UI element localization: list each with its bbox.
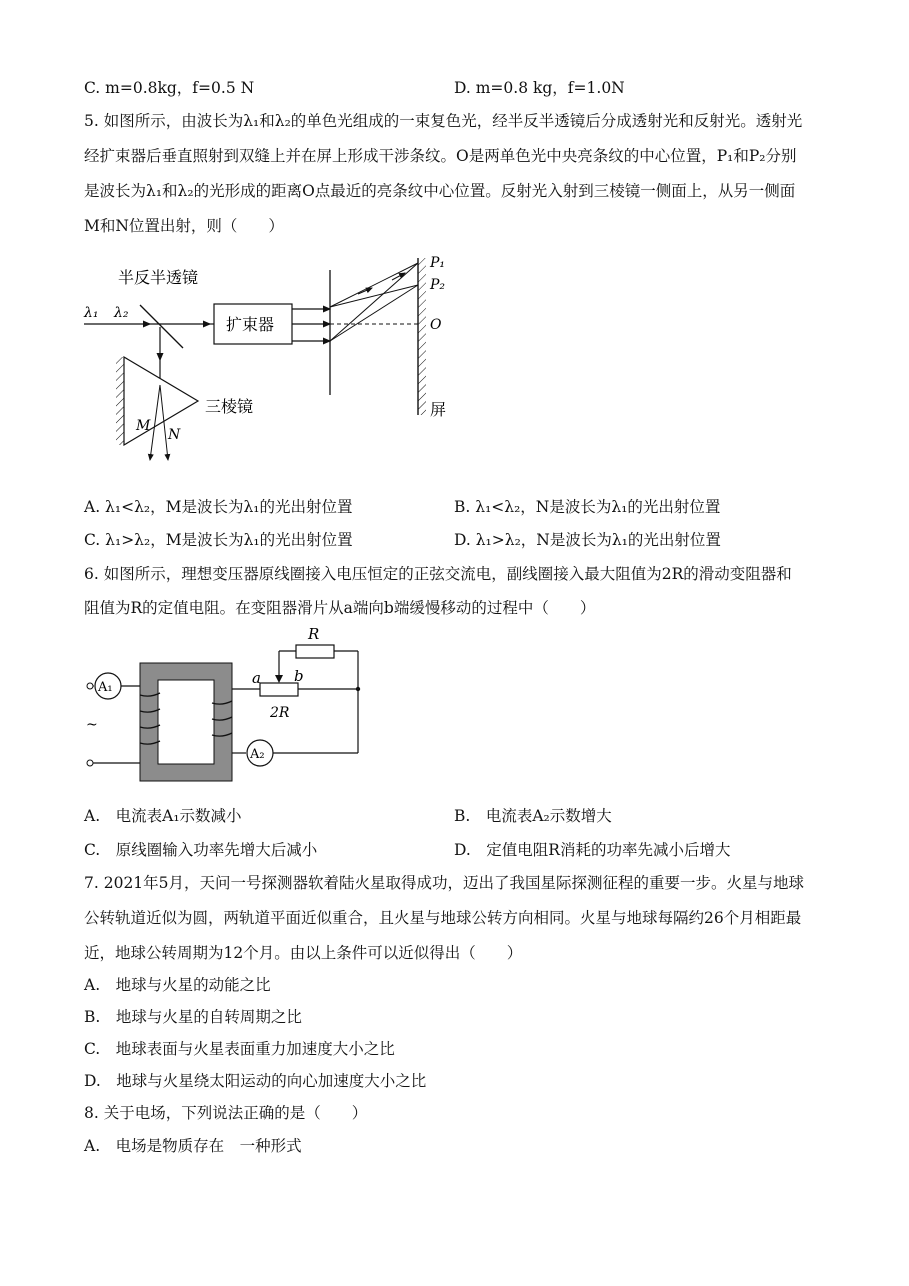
q6-options-row-1	[84, 806, 844, 826]
q6-transformer-figure	[80, 623, 380, 788]
two-r-label: 2R	[270, 705, 290, 721]
q8-stem-line-1: 8. 关于电场，下列说法正确的是（ ）	[84, 1104, 368, 1122]
q5-optics-figure	[80, 255, 460, 470]
p1-label: P₁	[430, 255, 446, 271]
ac-source-symbol: ~	[86, 717, 98, 733]
p2-label: P₂	[430, 277, 446, 293]
o-label: O	[430, 317, 442, 333]
a1-label: A₁	[98, 680, 113, 695]
q6-stem-line-1: 6. 如图所示，理想变压器原线圈接入电压恒定的正弦交流电，副线圈接入最大阻值为2R的滑动变阻器和	[84, 565, 792, 583]
q5-option-a[interactable]: A. λ₁<λ₂，M是波长为λ₁的光出射位置	[84, 498, 353, 516]
q8-option-a[interactable]: A. 电场是物质存在 一种形式	[84, 1137, 302, 1155]
q7-stem-line-1: 7. 2021年5月，天问一号探测器软着陆火星取得成功，迈出了我国星际探测征程的重要一步。火星与地球	[84, 874, 805, 892]
q5-stem-line-3: 是波长为λ₁和λ₂的光形成的距离O点最近的亮条纹中心位置。反射光入射到三棱镜一侧面上，从另一侧面	[84, 182, 796, 200]
fixed-resistor	[296, 645, 334, 658]
a2-label: A₂	[250, 747, 265, 762]
q5-stem-line-1: 5. 如图所示，由波长为λ₁和λ₂的单色光组成的一束复色光，经半反半透镜后分成透射光和反射光。透射光	[84, 112, 803, 130]
b-label: b	[294, 667, 304, 685]
q6-options-row-2	[84, 840, 844, 860]
screen-label: 屏	[430, 400, 447, 419]
q5-option-c[interactable]: C. λ₁>λ₂，M是波长为λ₁的光出射位置	[84, 531, 353, 549]
a-label: a	[252, 669, 261, 687]
q5-options-row-1	[84, 497, 844, 517]
rheostat	[260, 683, 298, 696]
q4-option-d[interactable]: D. m=0.8 kg，f=1.0N	[454, 79, 625, 97]
q6-stem-line-2: 阻值为R的定值电阻。在变阻器滑片从a端向b端缓慢移动的过程中（ ）	[84, 599, 596, 617]
q5-option-b[interactable]: B. λ₁<λ₂，N是波长为λ₁的光出射位置	[454, 498, 721, 516]
half-mirror-line	[140, 305, 183, 348]
q4-options-row	[84, 78, 844, 98]
mirror-label: 半反半透镜	[118, 268, 199, 287]
m-label: M	[136, 418, 151, 434]
q6-option-b[interactable]: B. 电流表A₂示数增大	[454, 807, 612, 825]
q5-options-row-2	[84, 530, 844, 550]
q6-option-a[interactable]: A. 电流表A₁示数减小	[84, 807, 242, 825]
lambda2-label: λ₂	[114, 305, 129, 321]
prism-label: 三棱镜	[205, 397, 254, 416]
input-terminal-top	[87, 683, 93, 689]
q5-stem-line-2: 经扩束器后垂直照射到双缝上并在屏上形成干涉条纹。O是两单色光中央亮条纹的中心位置，P₁和P₂分别	[84, 147, 797, 165]
input-terminal-bottom	[87, 760, 93, 766]
expander-label: 扩束器	[226, 315, 275, 334]
q7-option-a[interactable]: A. 地球与火星的动能之比	[84, 976, 271, 994]
q7-option-b[interactable]: B. 地球与火星的自转周期之比	[84, 1008, 302, 1026]
q7-option-d[interactable]: D. 地球与火星绕太阳运动的向心加速度大小之比	[84, 1072, 427, 1090]
q6-option-c[interactable]: C. 原线圈输入功率先增大后减小	[84, 841, 318, 859]
lambda1-label: λ₁	[84, 305, 99, 321]
q7-stem-line-3: 近，地球公转周期为12个月。由以上条件可以近似得出（ ）	[84, 944, 523, 962]
q4-option-c[interactable]: C. m=0.8kg，f=0.5 N	[84, 79, 255, 97]
q5-stem-line-4: M和N位置出射，则（ ）	[84, 217, 284, 235]
n-label: N	[168, 427, 181, 443]
q7-option-c[interactable]: C. 地球表面与火星表面重力加速度大小之比	[84, 1040, 395, 1058]
q7-stem-line-2: 公转轨道近似为圆，两轨道平面近似重合，且火星与地球公转方向相同。火星与地球每隔约26个月相距最	[84, 909, 802, 927]
q5-option-d[interactable]: D. λ₁>λ₂，N是波长为λ₁的光出射位置	[454, 531, 721, 549]
r-label: R	[308, 625, 320, 643]
q6-option-d[interactable]: D. 定值电阻R消耗的功率先减小后增大	[454, 841, 731, 859]
